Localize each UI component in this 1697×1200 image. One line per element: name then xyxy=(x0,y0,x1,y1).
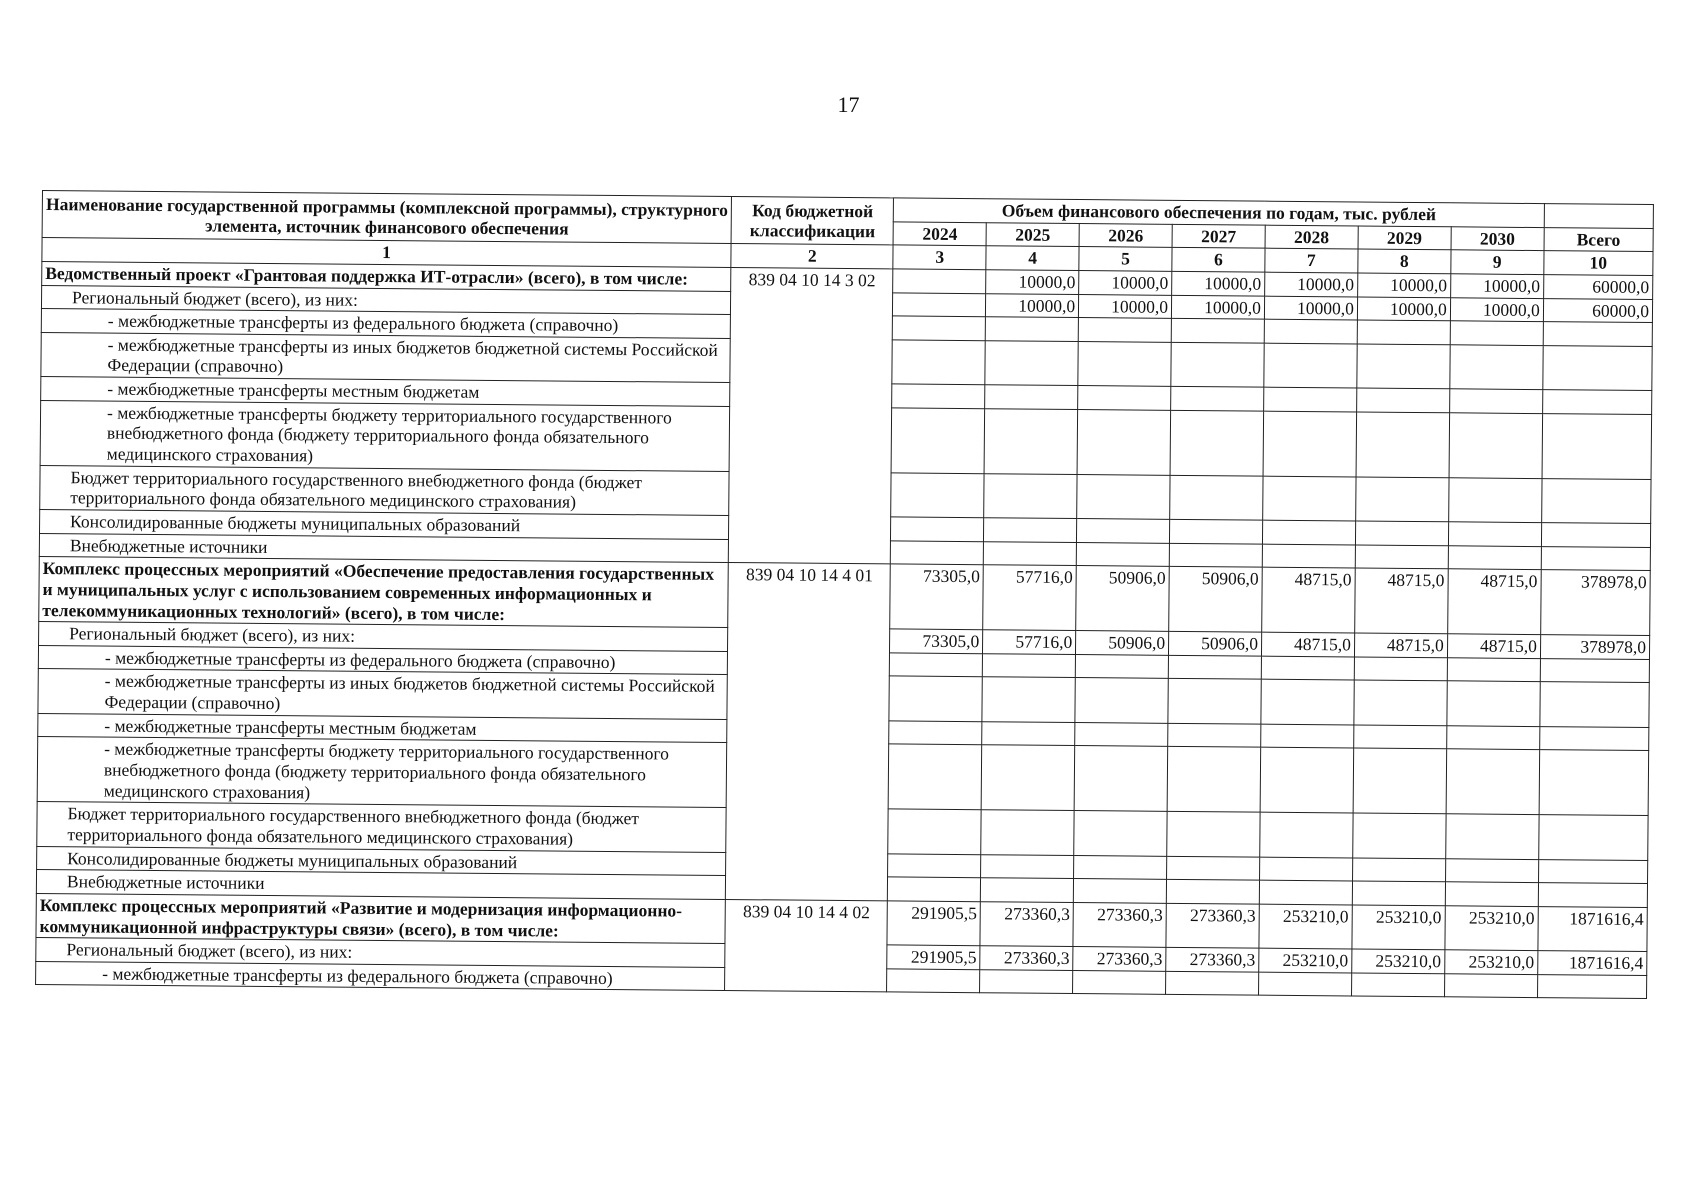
value-cell: 50906,0 xyxy=(1076,566,1169,632)
column-number: 7 xyxy=(1265,248,1358,272)
value-cell xyxy=(1261,680,1354,725)
row-label: - межбюджетные трансферты из федерального бюджета (справочно) xyxy=(36,961,725,991)
row-label: - межбюджетные трансферты бюджету территориального государственного внебюджетного фонда (бюджету территориального фонда обязательного медицинского страхования) xyxy=(40,400,730,471)
value-cell xyxy=(1170,519,1263,543)
value-cell xyxy=(980,969,1073,993)
column-number: 6 xyxy=(1172,248,1265,272)
value-cell xyxy=(1448,545,1541,569)
row-label: - межбюджетные трансферты местным бюджетам xyxy=(41,377,730,407)
value-cell xyxy=(1074,811,1167,856)
value-cell: 10000,0 xyxy=(1171,295,1264,319)
page-number: 17 xyxy=(837,92,860,117)
row-label: - межбюджетные трансферты бюджету территориального государственного внебюджетного фонда (бюджету территориального фонда обязательного медицинского страхования) xyxy=(37,737,727,808)
column-number: 5 xyxy=(1079,247,1172,271)
value-cell xyxy=(1168,679,1261,724)
value-cell xyxy=(1262,544,1355,568)
value-cell: 378978,0 xyxy=(1540,570,1650,636)
value-cell xyxy=(1543,322,1652,347)
section-title: Ведомственный проект «Грантовая поддержка ИТ-отрасли» (всего), в том числе: xyxy=(42,261,731,291)
value-cell xyxy=(1263,411,1356,477)
value-cell xyxy=(1450,345,1543,390)
value-cell: 253210,0 xyxy=(1352,905,1445,950)
value-cell: 253210,0 xyxy=(1259,904,1352,949)
value-cell xyxy=(983,654,1076,678)
row-label: Региональный бюджет (всего), из них: xyxy=(41,285,730,315)
value-cell: 1871616,4 xyxy=(1538,951,1647,976)
value-cell xyxy=(1446,749,1540,815)
value-cell: 378978,0 xyxy=(1540,635,1649,660)
value-cell xyxy=(1074,746,1167,812)
header-year: 2028 xyxy=(1265,225,1358,249)
value-cell xyxy=(1260,748,1353,814)
value-cell: 10000,0 xyxy=(1079,270,1172,294)
header-volume: Объем финансового обеспечения по годам, тыс. рублей xyxy=(894,198,1545,227)
value-cell xyxy=(1448,477,1541,522)
value-cell xyxy=(1446,814,1539,859)
value-cell xyxy=(891,408,984,474)
header-name: Наименование государственной программы (комплексной программы), структурного элемента, источник финансового обеспечения xyxy=(42,191,732,244)
value-cell: 273360,3 xyxy=(1166,903,1259,948)
value-cell xyxy=(1539,815,1649,860)
value-cell: 73305,0 xyxy=(890,629,983,653)
value-cell xyxy=(1542,390,1651,415)
value-cell xyxy=(1259,880,1352,904)
value-cell xyxy=(1352,858,1445,882)
budget-code: 839 04 10 14 4 01 xyxy=(726,563,891,901)
value-cell xyxy=(1356,477,1449,522)
value-cell xyxy=(1076,542,1169,566)
value-cell xyxy=(1166,971,1259,995)
row-label: - межбюджетные трансферты из федерального бюджета (справочно) xyxy=(41,309,730,339)
value-cell xyxy=(1078,341,1171,386)
row-label: Внебюджетные источники xyxy=(39,533,728,563)
row-label: Региональный бюджет (всего), из них: xyxy=(36,938,725,968)
value-cell xyxy=(982,721,1075,745)
value-cell xyxy=(888,809,981,854)
value-cell xyxy=(890,653,983,677)
value-cell xyxy=(1543,345,1653,390)
row-label: Консолидированные бюджеты муниципальных образований xyxy=(40,509,729,539)
value-cell xyxy=(1356,388,1449,412)
value-cell xyxy=(1167,812,1260,857)
budget-table xyxy=(35,190,1654,999)
value-cell xyxy=(984,541,1077,565)
column-number: 2 xyxy=(731,244,893,269)
value-cell xyxy=(1538,883,1647,908)
value-cell xyxy=(1074,855,1167,879)
value-cell xyxy=(981,878,1074,902)
row-label: Бюджет территориального государственного внебюджетного фонда (бюджет территориального фонда обязательного медицинского страхования) xyxy=(40,465,730,515)
value-cell xyxy=(893,292,986,316)
header-year: 2029 xyxy=(1358,226,1451,250)
value-cell xyxy=(1166,880,1259,904)
header-year: 2030 xyxy=(1451,226,1544,250)
budget-table-sheet xyxy=(35,190,1654,999)
value-cell xyxy=(889,721,982,745)
value-cell xyxy=(1167,856,1260,880)
value-cell xyxy=(1351,973,1444,997)
value-cell: 1871616,4 xyxy=(1538,906,1648,951)
row-label: Консолидированные бюджеты муниципальных образований xyxy=(37,846,726,876)
row-label: - межбюджетные трансферты местным бюджетам xyxy=(38,713,727,743)
value-cell xyxy=(888,853,981,877)
value-cell xyxy=(1541,478,1651,523)
value-cell: 48715,0 xyxy=(1262,567,1355,633)
row-label: - межбюджетные трансферты из иных бюджетов бюджетной системы Российской Федерации (справочно) xyxy=(38,669,728,719)
value-cell: 50906,0 xyxy=(1169,567,1262,633)
value-cell: 291905,5 xyxy=(887,945,980,969)
row-label: Региональный бюджет (всего), из них: xyxy=(39,622,728,652)
value-cell: 57716,0 xyxy=(983,630,1076,654)
value-cell xyxy=(888,877,981,901)
value-cell: 73305,0 xyxy=(890,564,983,630)
value-cell xyxy=(891,517,984,541)
value-cell xyxy=(1446,726,1539,750)
value-cell xyxy=(1078,386,1171,410)
value-cell xyxy=(1258,972,1351,996)
value-cell xyxy=(1445,882,1538,906)
value-cell xyxy=(981,810,1074,855)
value-cell xyxy=(1077,519,1170,543)
value-cell xyxy=(1352,881,1445,905)
value-cell xyxy=(985,317,1078,341)
value-cell xyxy=(893,316,986,340)
value-cell: 253210,0 xyxy=(1259,948,1352,972)
table-body xyxy=(36,261,1653,999)
value-cell xyxy=(889,676,982,721)
value-cell xyxy=(1075,722,1168,746)
value-cell xyxy=(1447,658,1540,682)
value-cell: 10000,0 xyxy=(1172,271,1265,295)
header-code: Код бюджетной классификации xyxy=(731,197,893,246)
value-cell xyxy=(1353,748,1446,814)
value-cell xyxy=(982,677,1075,722)
value-cell xyxy=(1355,521,1448,545)
row-label: Внебюджетные источники xyxy=(36,870,725,900)
value-cell xyxy=(1170,410,1263,476)
column-number: 8 xyxy=(1358,249,1451,273)
value-cell: 273360,3 xyxy=(1073,902,1166,947)
header-total: Всего xyxy=(1544,227,1653,252)
value-cell: 10000,0 xyxy=(986,293,1079,317)
value-cell xyxy=(1261,656,1354,680)
value-cell xyxy=(1077,474,1170,519)
row-label: - межбюджетные трансферты из иных бюджетов бюджетной системы Российской Федерации (справочно) xyxy=(41,332,731,382)
value-cell xyxy=(1264,387,1357,411)
value-cell xyxy=(984,473,1077,518)
value-cell: 253210,0 xyxy=(1445,906,1538,951)
value-cell xyxy=(1168,655,1261,679)
value-cell xyxy=(891,541,984,565)
value-cell: 50906,0 xyxy=(1076,631,1169,655)
value-cell: 273360,3 xyxy=(1166,947,1259,971)
value-cell xyxy=(893,269,986,293)
column-number: 4 xyxy=(986,246,1079,270)
value-cell xyxy=(1539,750,1649,816)
value-cell xyxy=(1538,859,1647,884)
value-cell: 48715,0 xyxy=(1261,632,1354,656)
value-cell xyxy=(985,385,1078,409)
value-cell xyxy=(1356,412,1449,478)
value-cell xyxy=(1447,681,1540,726)
value-cell: 10000,0 xyxy=(1264,296,1357,320)
value-cell xyxy=(892,340,985,385)
column-number: 10 xyxy=(1544,251,1653,276)
header-year: 2024 xyxy=(893,222,986,246)
column-number: 1 xyxy=(42,238,731,268)
value-cell: 253210,0 xyxy=(1352,949,1445,973)
value-cell xyxy=(1537,974,1646,999)
value-cell xyxy=(891,473,984,518)
value-cell: 273360,3 xyxy=(980,946,1073,970)
value-cell xyxy=(1541,546,1650,571)
header-total-blank xyxy=(1544,204,1653,229)
value-cell xyxy=(1357,320,1450,344)
value-cell xyxy=(1262,520,1355,544)
value-cell xyxy=(1540,658,1649,683)
value-cell xyxy=(1264,319,1357,343)
value-cell xyxy=(1264,343,1357,388)
value-cell: 60000,0 xyxy=(1543,275,1652,300)
value-cell: 50906,0 xyxy=(1169,632,1262,656)
value-cell: 10000,0 xyxy=(1265,272,1358,296)
value-cell xyxy=(1448,522,1541,546)
value-cell: 273360,3 xyxy=(980,902,1073,947)
value-cell: 10000,0 xyxy=(1357,273,1450,297)
value-cell xyxy=(1450,321,1543,345)
value-cell xyxy=(1354,657,1447,681)
value-cell xyxy=(1444,974,1537,998)
value-cell xyxy=(1078,318,1171,342)
value-cell xyxy=(1539,726,1648,751)
value-cell: 48715,0 xyxy=(1354,633,1447,657)
value-cell xyxy=(1260,812,1353,857)
value-cell xyxy=(1169,543,1262,567)
value-cell xyxy=(1171,342,1264,387)
value-cell xyxy=(1355,545,1448,569)
value-cell: 60000,0 xyxy=(1543,298,1652,323)
value-cell: 48715,0 xyxy=(1355,568,1448,634)
value-cell xyxy=(984,409,1077,475)
value-cell xyxy=(1167,747,1260,813)
value-cell: 10000,0 xyxy=(986,270,1079,294)
value-cell xyxy=(1449,389,1542,413)
value-cell xyxy=(1171,319,1264,343)
value-cell xyxy=(1445,858,1538,882)
value-cell xyxy=(1354,680,1447,725)
value-cell xyxy=(1261,724,1354,748)
value-cell xyxy=(981,745,1074,811)
value-cell xyxy=(1263,476,1356,521)
value-cell: 291905,5 xyxy=(887,901,980,946)
value-cell xyxy=(1357,344,1450,389)
value-cell: 10000,0 xyxy=(1450,297,1543,321)
budget-code: 839 04 10 14 4 02 xyxy=(725,899,888,992)
header-year: 2025 xyxy=(986,222,1079,246)
value-cell xyxy=(1449,413,1543,479)
value-cell xyxy=(981,854,1074,878)
value-cell xyxy=(1354,725,1447,749)
value-cell xyxy=(1073,879,1166,903)
value-cell xyxy=(888,744,981,810)
value-cell xyxy=(985,341,1078,386)
column-number: 3 xyxy=(893,245,986,269)
value-cell xyxy=(1073,970,1166,994)
value-cell: 57716,0 xyxy=(983,565,1076,631)
value-cell xyxy=(1542,413,1652,479)
budget-code: 839 04 10 14 3 02 xyxy=(729,267,894,564)
row-label: - межбюджетные трансферты из федерального бюджета (справочно) xyxy=(38,645,727,675)
value-cell xyxy=(1259,857,1352,881)
value-cell: 48715,0 xyxy=(1447,569,1541,635)
value-cell xyxy=(892,384,985,408)
value-cell: 48715,0 xyxy=(1447,634,1540,658)
header-year: 2027 xyxy=(1172,224,1265,248)
column-number: 9 xyxy=(1451,250,1544,274)
value-cell xyxy=(1168,723,1261,747)
value-cell: 10000,0 xyxy=(1450,274,1543,298)
value-cell xyxy=(984,518,1077,542)
value-cell xyxy=(1075,654,1168,678)
value-cell xyxy=(1353,813,1446,858)
section-title: Комплекс процессных мероприятий «Обеспечение предоставления государственных и муниципальных услуг с использованием современных информационных и телекоммуникационных технологий» (всего), в том числе: xyxy=(39,557,729,628)
row-label: Бюджет территориального государственного внебюджетного фонда (бюджет территориального фонда обязательного медицинского страхования) xyxy=(37,802,727,852)
value-cell xyxy=(887,969,980,993)
section-title: Комплекс процессных мероприятий «Развитие и модернизация информационно-коммуникационной инфраструктуры связи» (всего), в том числе: xyxy=(36,893,726,943)
value-cell: 10000,0 xyxy=(1079,294,1172,318)
value-cell xyxy=(1170,475,1263,520)
value-cell xyxy=(1075,678,1168,723)
value-cell: 273360,3 xyxy=(1073,947,1166,971)
value-cell: 253210,0 xyxy=(1444,950,1537,974)
value-cell xyxy=(1077,409,1170,475)
value-cell: 10000,0 xyxy=(1357,297,1450,321)
value-cell xyxy=(1540,682,1650,727)
value-cell xyxy=(1171,386,1264,410)
header-year: 2026 xyxy=(1079,223,1172,247)
value-cell xyxy=(1541,523,1650,548)
